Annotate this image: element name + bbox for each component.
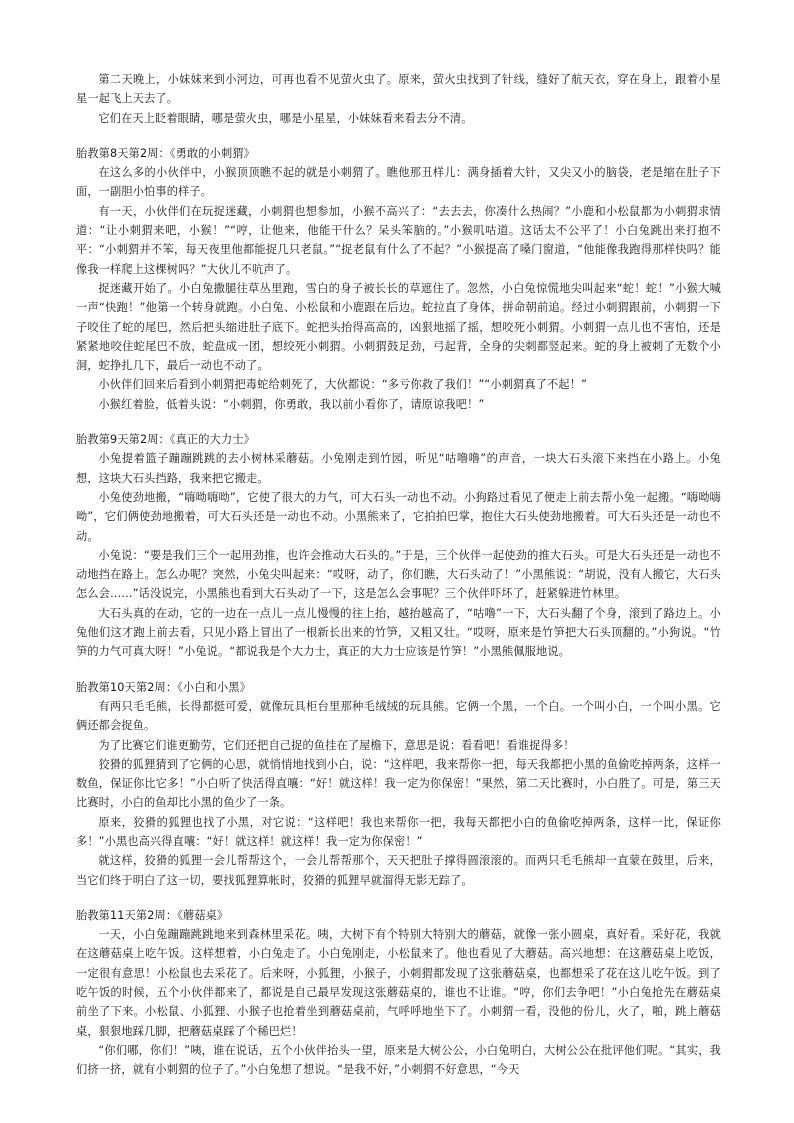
paragraph: 小兔提着篮子蹦蹦跳跳的去小树林采蘑菇。小兔刚走到竹园，听见“咕噜噜”的声音，一块大石头滚下来挡在小路上。小兔想，这块大石头挡路，我来把它搬走。 — [76, 452, 721, 485]
paragraph: 一天，小白兔蹦蹦跳跳地来到森林里采花。咦，大树下有个特别大特别大的蘑菇，就像一张小圆桌，真好看。采好花，我就在这蘑菇桌上吃午饭。这样想着，小白兔走了。小白兔刚走，小松鼠来了。他也看见了大蘑菇。高兴地想：在这蘑菇桌上吃饭，一定很有意思！小松鼠也去采花了。后来呀，小狐狸，小猴子，小刺猬都发现了这张蘑菇桌，也都想采了花在这儿吃午饭。到了吃午饭的时候，五个小伙伴都来了，都说是自己最早发现这张蘑菇桌的，谁也不让谁。“哼，你们去争吧！”小白兔抢先在蘑菇桌前坐了下来。小松鼠、小狐狸、小猴子也抢着坐到蘑菇桌前，气呼呼地坐下了。小刺猬一看，没他的份儿，火了，啪，跳上蘑菇桌，狠狠地踩几脚，把蘑菇桌踩了个稀巴烂！ — [76, 928, 721, 1038]
paragraph: 第二天晚上，小妹妹来到小河边，可再也看不见萤火虫了。原来，萤火虫找到了针线，缝好了航天衣，穿在身上，跟着小星星一起飞上天去了。 — [76, 73, 721, 106]
paragraph: “你们哪，你们！”咦，谁在说话，五个小伙伴抬头一望，原来是大树公公，小白兔明白，大树公公在批评他们呢。“其实，我们挤一挤，就有小刺猬的位子了。”小白兔想了想说。“是我不好，”小刺猬不好意思，“今天 — [76, 1043, 721, 1077]
paragraph: 捉迷藏开始了。小白兔撒腿往草丛里跑，雪白的身子被长长的草遮住了。忽然，小白兔惊慌地尖叫起来“蛇！蛇！”小猴大喊一声“快跑！”他第一个转身就跑。小白兔、小松鼠和小鹿跟在后边。蛇拉直了身体，拼命朝前追。经过小刺猬跟前，小刺猬一下子咬住了蛇的尾巴，然后把头缩进肚子底下。蛇把头抬得高高的，凶狠地摇了摇，想咬死小刺猬。小刺猬一点儿也不害怕，还是紧紧地咬住蛇尾巴不放，蛇盘成一团，想绞死小刺猬。小刺猬鼓足劲，弓起背，全身的尖刺都竖起来。蛇的身上被刺了无数个小洞，蛇挣扎几下，最后一动也不动了。 — [76, 281, 721, 373]
paragraph: 狡猾的狐狸猜到了它俩的心思，就悄悄地找到小白，说：“这样吧，我来帮你一把，每天我都把小黑的鱼偷吃掉两条，这样一数鱼，保证你比它多！”小白听了快活得直嚷：“好！就这样！我一定为你保密！”果然，第二天比赛时，小白胜了。可是，第三天比赛时，小白的鱼却比小黑的鱼少了一条。 — [76, 757, 721, 810]
section-title: 胎教第8天第2周：《勇敢的小刺猬》 — [76, 146, 255, 160]
paragraph: 小猴红着脸，低着头说：“小刺猬，你勇敢，我以前小看你了，请原谅我吧！” — [98, 397, 485, 411]
paragraph: 为了比赛它们谁更勤劳，它们还把自己捉的鱼挂在了屋檐下，意思是说：看看吧！看谁捉得多！ — [98, 738, 575, 752]
section-title: 胎教第9天第2周：《真正的大力士》 — [76, 433, 255, 447]
paragraph: 原来，狡猾的狐狸也找了小黑，对它说：“这样吧！我也来帮你一把，我每天都把小白的鱼偷吃掉两条，这样一比，保证你多！”小黑也高兴得直嚷：“好！就这样！就这样！我一定为你保密！” — [76, 815, 721, 848]
paragraph: 小兔说：“要是我们三个一起用劲推，也许会推动大石头的。”于是，三个伙伴一起使劲的推大石头。可是大石头还是一动也不动地挡在路上。怎么办呢？突然，小兔尖叫起来：“哎呀，动了，你们瞧，大石头动了！”小黑熊说：“胡说，没有人搬它，大石头怎么会……”话没说完，小黑熊也看到大石头动了一下，这是怎么会事呢？三个伙伴吓坏了，赶紧躲进竹林里。 — [76, 548, 721, 601]
section-title: 胎教第10天第2周：《小白和小黑》 — [76, 680, 251, 694]
paragraph: 它们在天上眨着眼睛，哪是萤火虫，哪是小星星，小妹妹看来看去分不清。 — [98, 111, 473, 125]
paragraph: 在这么多的小伙伴中，小猴顶顶瞧不起的就是小刺猬了。瞧他那丑样儿：满身插着大针，又尖又小的脑袋，老是缩在肚子下面，一副胆小怕事的样子。 — [76, 166, 721, 199]
paragraph: 有一天，小伙伴们在玩捉迷藏，小刺猬也想参加，小猴不高兴了：“去去去，你凑什么热闹？”小鹿和小松鼠都为小刺猬求情道：“让小刺猬来吧，小猴！”“哼，让他来，他能干什么？呆头笨脑的。”小猴叽咕道。这话太不公平了！小白兔跳出来打抱不平：“小刺猬并不笨，每天夜里他都能捉几只老鼠。”“捉老鼠有什么了不起？”小猴提高了嗓门窗道，“他能像我跑得那样快吗？能像我一样爬上这棵树吗？”大伙儿不吭声了。 — [76, 204, 721, 276]
document-page — [76, 70, 721, 1080]
paragraph: 有两只毛毛熊，长得都挺可爱，就像玩具柜台里那种毛绒绒的玩具熊。它俩一个黑，一个白。一个叫小白，一个叫小黑。它俩还都会捉鱼。 — [76, 699, 721, 733]
paragraph: 就这样，狡猾的狐狸一会儿帮帮这个，一会儿帮帮那个，天天把肚子撑得圆滚滚的。而两只毛毛熊却一直蒙在鼓里，后来，当它们终于明白了这一切，要找狐狸算帐时，狡猾的狐狸早就溜得无影无踪了。 — [76, 854, 721, 887]
paragraph: 大石头真的在动，它的一边在一点儿一点儿慢慢的往上抬，越抬越高了，“咕噜”一下，大石头翻了个身，滚到了路边上。小兔他们这才跑上前去看，只见小路上冒出了一根新长出来的竹笋，又粗又壮。“哎呀，原来是竹笋把大石头顶翻的。”小狗说。“竹笋的力气可真大呀！”小兔说。“都说我是个大力士，真正的大力士应该是竹笋！”小黑熊佩服地说。 — [76, 606, 721, 659]
paragraph: 小兔使劲地搬，“嗨呦嗨呦”，它使了很大的力气，可大石头一动也不动。小狗路过看见了便走上前去帮小兔一起搬。“嗨呦嗨呦”，它们俩使劲地搬着，可大石头还是一动也不动。小黑熊来了，它拍拍巴掌，抱住大石头使劲地搬着。可大石头还是一动也不动。 — [76, 490, 721, 543]
section-title: 胎教第11天第2周：《蘑菇桌》 — [76, 908, 229, 922]
paragraph: 小伙伴们回来后看到小刺猬把毒蛇给刺死了，大伙都说：“多亏你救了我们！”“小刺猬真了不起！” — [98, 378, 588, 392]
